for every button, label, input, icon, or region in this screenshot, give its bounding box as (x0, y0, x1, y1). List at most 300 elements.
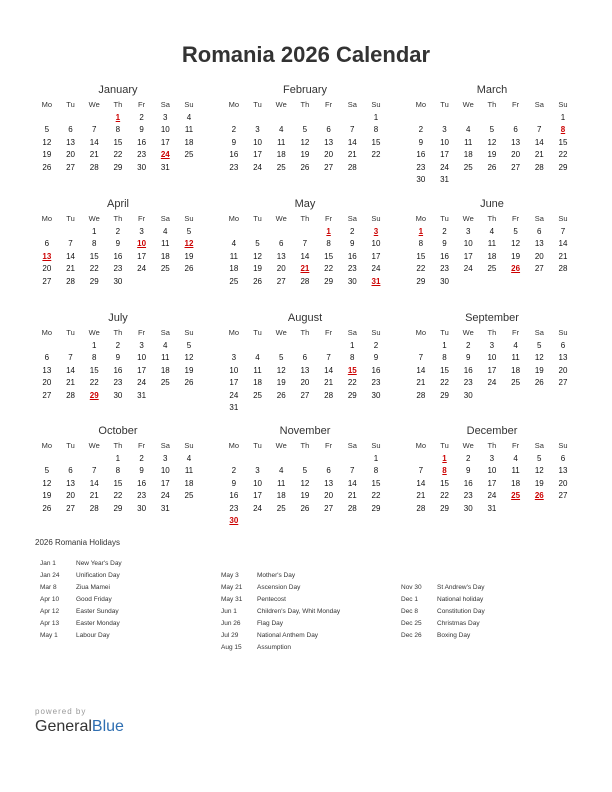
day-cell: 10 (371, 239, 381, 249)
holiday-day-cell: 25 (511, 491, 521, 501)
day-cell: 22 (371, 491, 381, 501)
day-cell: 29 (113, 503, 123, 513)
holiday-name: Easter Monday (76, 620, 120, 627)
day-cell: 13 (558, 466, 568, 476)
day-cell: 29 (440, 390, 449, 400)
weekday-header: Th (487, 214, 497, 223)
day-cell: 9 (418, 137, 424, 147)
day-cell: 11 (229, 251, 238, 261)
weekday-header: Th (113, 328, 123, 337)
day-cell: 5 (302, 466, 308, 476)
day-cell: 8 (350, 353, 355, 363)
day-cell: 26 (534, 378, 544, 388)
holiday-column (40, 558, 122, 642)
month-name: January (98, 84, 138, 96)
empty-day-cell (59, 226, 83, 238)
day-cell: 15 (113, 137, 123, 147)
day-cell: 28 (300, 276, 310, 286)
empty-day-cell (222, 340, 246, 352)
day-cell: 23 (463, 378, 473, 388)
weekday-header: Mo (415, 328, 427, 337)
day-cell: 11 (511, 353, 520, 363)
day-cell: 10 (440, 137, 449, 147)
day-cell: 4 (278, 466, 284, 476)
day-cell: 9 (231, 478, 237, 488)
day-cell: 20 (558, 478, 568, 488)
day-cell: 3 (465, 227, 471, 236)
day-cell: 12 (276, 365, 286, 375)
brand-footer (35, 707, 124, 736)
empty-day-cell (409, 453, 433, 465)
day-cell: 31 (440, 174, 449, 184)
day-cell: 29 (324, 276, 334, 286)
day-cell: 1 (442, 341, 447, 350)
day-cell: 27 (276, 276, 286, 286)
weekday-header: Mo (41, 100, 53, 109)
day-cell: 24 (487, 491, 497, 501)
day-cell: 28 (416, 390, 426, 400)
day-cell: 17 (253, 150, 262, 160)
month-name: November (279, 425, 331, 437)
day-cell: 9 (115, 239, 121, 249)
day-cell: 2 (231, 125, 237, 135)
day-cell: 5 (44, 466, 50, 476)
day-cell: 3 (163, 113, 168, 122)
day-cell: 23 (371, 378, 381, 388)
day-cell: 13 (66, 478, 75, 488)
day-cell: 3 (489, 341, 495, 350)
day-cell: 26 (300, 503, 310, 513)
holiday-row (221, 570, 340, 582)
day-cell: 23 (229, 162, 239, 172)
day-cell: 27 (534, 264, 544, 274)
month-name: February (282, 84, 328, 96)
day-cell: 20 (276, 264, 286, 274)
day-cell: 19 (184, 365, 194, 375)
day-cell: 29 (371, 503, 381, 513)
day-cell: 15 (371, 137, 381, 147)
day-cell: 8 (442, 353, 447, 363)
holiday-name: National holiday (437, 596, 484, 603)
month-name: March (476, 84, 508, 96)
day-cell: 21 (416, 378, 426, 388)
day-cell: 23 (347, 264, 357, 274)
day-cell: 12 (253, 251, 262, 261)
weekday-header: Tu (66, 441, 75, 450)
day-cell: 6 (326, 125, 331, 135)
day-cell: 14 (66, 251, 75, 261)
empty-day-cell (246, 340, 270, 352)
holiday-row (40, 558, 122, 570)
empty-day-cell (409, 340, 433, 352)
day-cell: 29 (89, 276, 99, 286)
day-cell: 17 (137, 251, 147, 261)
holiday-name: Constitution Day (437, 608, 485, 615)
holiday-date: Dec 26 (401, 632, 422, 639)
day-cell: 24 (229, 390, 239, 400)
holiday-row (221, 618, 340, 630)
weekday-header: Fr (138, 214, 146, 223)
month-day-grid (35, 98, 201, 174)
holiday-row (40, 618, 122, 630)
day-cell: 20 (558, 365, 568, 375)
holiday-name: National Anthem Day (257, 632, 319, 639)
day-cell: 27 (66, 162, 75, 172)
day-cell: 11 (161, 239, 170, 249)
empty-day-cell (317, 453, 341, 465)
day-cell: 7 (537, 125, 542, 135)
holiday-name: Mother's Day (257, 572, 296, 579)
day-cell: 25 (463, 162, 473, 172)
day-cell: 21 (66, 264, 75, 274)
day-cell: 21 (347, 491, 357, 501)
day-cell: 18 (511, 478, 521, 488)
weekday-header: Su (371, 441, 381, 450)
day-cell: 16 (137, 137, 147, 147)
holiday-day-cell: 1 (418, 227, 424, 236)
day-cell: 17 (137, 365, 147, 375)
month-december (409, 423, 575, 515)
day-cell: 24 (253, 503, 262, 513)
day-cell: 29 (440, 503, 449, 513)
day-cell: 25 (229, 276, 239, 286)
day-cell: 1 (350, 341, 355, 350)
month-november (222, 423, 388, 527)
holiday-name: Assumption (257, 644, 291, 651)
weekday-header: Sa (160, 214, 170, 223)
day-cell: 15 (89, 365, 99, 375)
day-cell: 22 (416, 264, 426, 274)
holiday-day-cell: 13 (42, 251, 52, 261)
weekday-header: Fr (325, 214, 333, 223)
empty-day-cell (246, 453, 270, 465)
day-cell: 28 (89, 503, 99, 513)
day-cell: 8 (418, 239, 424, 249)
weekday-header: Tu (66, 214, 75, 223)
day-cell: 26 (300, 162, 310, 172)
holiday-day-cell: 30 (229, 515, 239, 525)
weekday-header: Mo (415, 214, 427, 223)
month-june (409, 196, 575, 288)
month-day-grid (409, 439, 575, 515)
day-cell: 1 (373, 113, 379, 122)
day-cell: 16 (347, 251, 357, 261)
month-name: June (480, 198, 504, 210)
day-cell: 31 (229, 402, 239, 412)
day-cell: 5 (513, 227, 518, 236)
weekday-header: Su (371, 328, 381, 337)
holiday-date: Jun 1 (221, 608, 237, 615)
day-cell: 19 (42, 150, 52, 160)
holiday-day-cell: 29 (89, 390, 99, 400)
holiday-day-cell: 1 (115, 113, 121, 122)
day-cell: 17 (371, 251, 381, 261)
day-cell: 29 (558, 162, 568, 172)
day-cell: 7 (560, 227, 566, 236)
day-cell: 2 (139, 454, 144, 463)
day-cell: 17 (229, 378, 239, 388)
holiday-date: Dec 8 (401, 608, 418, 615)
day-cell: 12 (534, 466, 544, 476)
day-cell: 30 (113, 390, 123, 400)
empty-day-cell (409, 112, 433, 124)
weekday-header: Sa (534, 328, 544, 337)
holidays-heading: 2026 Romania Holidays (35, 538, 120, 547)
empty-day-cell (433, 112, 457, 124)
weekday-header: We (462, 328, 474, 337)
day-cell: 22 (440, 378, 449, 388)
holiday-row (401, 606, 485, 618)
empty-day-cell (246, 112, 270, 124)
day-cell: 7 (326, 353, 331, 363)
day-cell: 1 (373, 454, 379, 463)
day-cell: 2 (115, 227, 121, 236)
weekday-header: Su (371, 100, 381, 109)
day-cell: 18 (160, 365, 170, 375)
month-name: December (466, 425, 518, 437)
holiday-date: May 31 (221, 596, 243, 603)
holiday-day-cell: 10 (137, 239, 147, 249)
day-cell: 14 (89, 478, 99, 488)
day-cell: 18 (184, 478, 194, 488)
day-cell: 12 (534, 353, 544, 363)
day-cell: 27 (300, 390, 310, 400)
day-cell: 6 (68, 466, 73, 476)
month-january (35, 82, 201, 174)
day-cell: 16 (440, 251, 449, 261)
day-cell: 1 (115, 454, 121, 463)
day-cell: 5 (44, 125, 50, 135)
weekday-header: Sa (347, 441, 357, 450)
day-cell: 6 (560, 454, 566, 463)
month-day-grid (35, 439, 201, 515)
day-cell: 12 (184, 353, 194, 363)
day-cell: 3 (231, 353, 237, 363)
day-cell: 14 (66, 365, 75, 375)
holiday-date: Jan 1 (40, 560, 56, 567)
day-cell: 10 (487, 353, 497, 363)
empty-day-cell (35, 453, 59, 465)
day-cell: 2 (465, 454, 471, 463)
weekday-header: Fr (138, 100, 146, 109)
day-cell: 28 (558, 264, 568, 274)
weekday-header: Sa (534, 214, 544, 223)
day-cell: 6 (44, 239, 50, 249)
holiday-date: Apr 12 (40, 608, 60, 615)
empty-day-cell (293, 453, 317, 465)
day-cell: 7 (418, 353, 424, 363)
day-cell: 20 (324, 491, 334, 501)
day-cell: 18 (229, 264, 239, 274)
empty-day-cell (317, 112, 341, 124)
holiday-day-cell: 31 (371, 276, 381, 286)
day-cell: 21 (558, 251, 568, 261)
weekday-header: Tu (253, 214, 262, 223)
weekday-header: Fr (512, 328, 520, 337)
weekday-header: Th (300, 214, 310, 223)
empty-day-cell (59, 453, 83, 465)
day-cell: 2 (442, 227, 447, 236)
day-cell: 11 (184, 125, 194, 135)
holiday-day-cell: 12 (184, 239, 194, 249)
day-cell: 13 (42, 365, 52, 375)
day-cell: 19 (42, 491, 52, 501)
day-cell: 24 (487, 378, 497, 388)
day-cell: 4 (513, 341, 518, 350)
day-cell: 28 (347, 162, 357, 172)
empty-day-cell (456, 112, 480, 124)
empty-day-cell (480, 112, 504, 124)
day-cell: 31 (160, 162, 170, 172)
holiday-name: Good Friday (76, 596, 112, 603)
logo-text-blue: Blue (91, 718, 124, 735)
day-cell: 4 (489, 227, 495, 236)
day-cell: 22 (113, 491, 123, 501)
day-cell: 25 (184, 150, 194, 160)
day-cell: 21 (89, 491, 99, 501)
day-cell: 9 (465, 466, 471, 476)
day-cell: 11 (511, 466, 520, 476)
month-day-grid (222, 212, 388, 288)
day-cell: 19 (184, 251, 194, 261)
day-cell: 1 (91, 227, 97, 236)
day-cell: 9 (465, 353, 471, 363)
day-cell: 17 (440, 150, 449, 160)
day-cell: 1 (560, 113, 566, 122)
empty-day-cell (340, 112, 364, 124)
day-cell: 26 (253, 276, 262, 286)
day-cell: 4 (186, 113, 192, 122)
weekday-header: Th (300, 441, 310, 450)
holiday-name: Easter Sunday (76, 608, 119, 615)
day-cell: 27 (511, 162, 521, 172)
day-cell: 24 (137, 378, 147, 388)
month-name: May (294, 198, 316, 210)
empty-day-cell (35, 226, 59, 238)
day-cell: 14 (534, 137, 544, 147)
day-cell: 9 (115, 353, 121, 363)
day-cell: 27 (42, 390, 52, 400)
day-cell: 24 (253, 162, 262, 172)
day-cell: 20 (534, 251, 544, 261)
day-cell: 30 (137, 503, 147, 513)
day-cell: 19 (534, 365, 544, 375)
day-cell: 6 (513, 125, 518, 135)
day-cell: 19 (487, 150, 497, 160)
day-cell: 10 (463, 239, 473, 249)
day-cell: 22 (89, 378, 99, 388)
weekday-header: Th (487, 100, 497, 109)
day-cell: 17 (160, 137, 170, 147)
holiday-row (401, 618, 485, 630)
day-cell: 29 (416, 276, 426, 286)
day-cell: 30 (416, 174, 426, 184)
day-cell: 6 (326, 466, 331, 476)
day-cell: 7 (68, 353, 73, 363)
day-cell: 13 (324, 137, 334, 147)
holiday-column (221, 570, 340, 654)
holiday-date: Mar 8 (40, 584, 57, 591)
day-cell: 10 (160, 125, 170, 135)
day-cell: 23 (113, 264, 123, 274)
weekday-header: We (275, 214, 287, 223)
day-cell: 3 (139, 227, 144, 236)
day-cell: 25 (487, 264, 497, 274)
weekday-header: Fr (325, 100, 333, 109)
day-cell: 19 (300, 491, 310, 501)
month-october (35, 423, 201, 515)
day-cell: 5 (302, 125, 308, 135)
weekday-header: Fr (138, 328, 146, 337)
weekday-header: Th (113, 441, 123, 450)
day-cell: 25 (276, 503, 286, 513)
month-july (35, 310, 201, 402)
weekday-header: We (88, 328, 100, 337)
weekday-header: We (275, 328, 287, 337)
month-april (35, 196, 201, 288)
holiday-date: Dec 25 (401, 620, 422, 627)
month-may (222, 196, 388, 288)
day-cell: 12 (511, 239, 521, 249)
day-cell: 15 (440, 478, 449, 488)
day-cell: 19 (511, 251, 521, 261)
day-cell: 8 (115, 125, 121, 135)
day-cell: 10 (160, 466, 170, 476)
day-cell: 22 (558, 150, 568, 160)
weekday-header: Su (184, 441, 194, 450)
weekday-header: We (462, 214, 474, 223)
month-day-grid (35, 212, 201, 288)
weekday-header: Mo (228, 328, 240, 337)
weekday-header: Mo (228, 100, 240, 109)
day-cell: 30 (347, 276, 357, 286)
weekday-header: Su (558, 328, 568, 337)
day-cell: 16 (113, 251, 123, 261)
day-cell: 9 (350, 239, 355, 249)
day-cell: 11 (487, 239, 497, 249)
day-cell: 21 (416, 491, 426, 501)
day-cell: 18 (184, 137, 194, 147)
day-cell: 18 (160, 251, 170, 261)
day-cell: 21 (89, 150, 99, 160)
empty-day-cell (35, 340, 59, 352)
weekday-header: Mo (228, 214, 240, 223)
day-cell: 22 (371, 150, 381, 160)
day-cell: 21 (534, 150, 544, 160)
day-cell: 28 (324, 390, 334, 400)
day-cell: 14 (416, 478, 426, 488)
empty-day-cell (222, 112, 246, 124)
holiday-date: May 21 (221, 584, 243, 591)
day-cell: 23 (113, 378, 123, 388)
month-day-grid (409, 98, 575, 186)
holiday-day-cell: 26 (511, 264, 521, 274)
day-cell: 20 (42, 378, 52, 388)
day-cell: 31 (487, 503, 497, 513)
day-cell: 25 (511, 378, 521, 388)
day-cell: 5 (489, 125, 495, 135)
day-cell: 5 (186, 227, 192, 236)
day-cell: 16 (463, 365, 473, 375)
day-cell: 26 (42, 503, 52, 513)
weekday-header: Sa (534, 100, 544, 109)
day-cell: 13 (300, 365, 310, 375)
day-cell: 15 (416, 251, 426, 261)
day-cell: 27 (324, 503, 334, 513)
weekday-header: Th (487, 441, 497, 450)
day-cell: 30 (440, 276, 449, 286)
day-cell: 8 (373, 466, 379, 476)
